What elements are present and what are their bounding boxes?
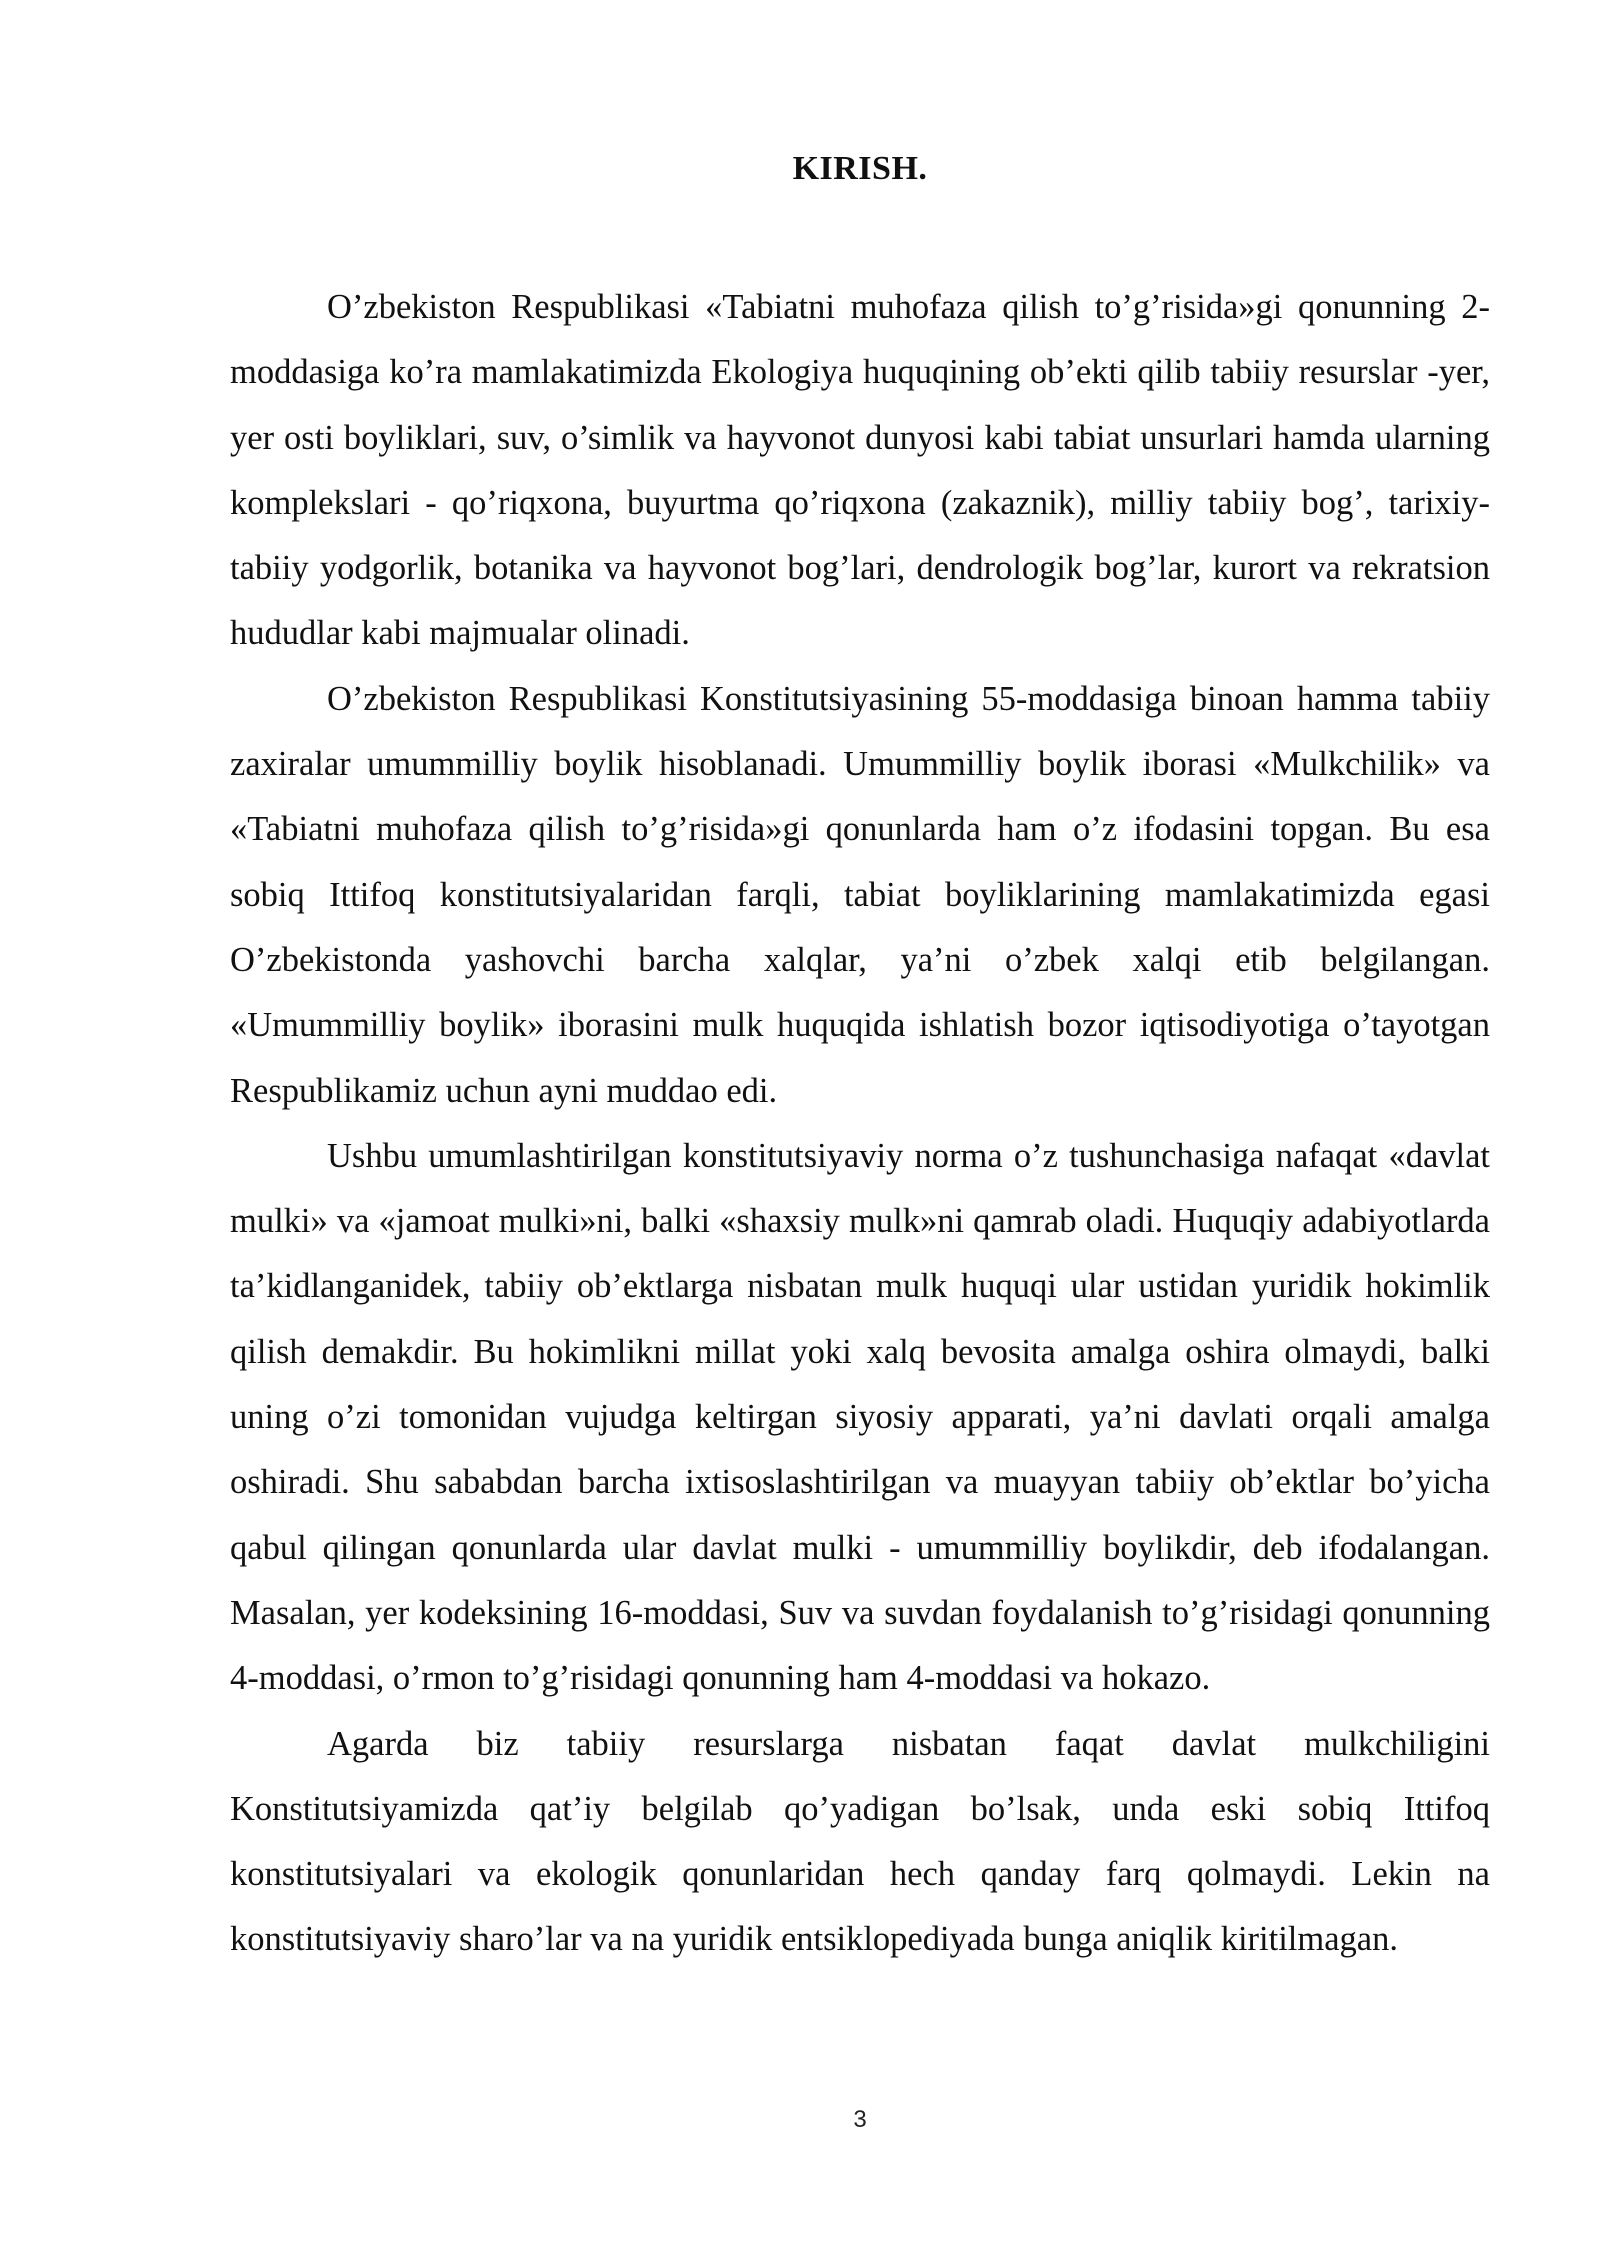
paragraph-2: O’zbekiston Respublikasi Konstitutsiyasining 55-moddasiga binoan hamma tabiiy zaxiralar umummilliy boylik hisoblanadi. Umummilliy boylik iborasi «Mulkchilik» va «Tabiatni muhofaza qilish to’g’risida»gi qonunlarda ham o’z ifodasini topgan. Bu esa sobiq Ittifoq konstitutsiyalaridan farqli, tabiat boyliklarining mamlakatimizda egasi O’zbekistonda yashovchi barcha xalqlar, ya’ni o’zbek xalqi etib belgilangan. «Umummilliy boylik» iborasini mulk huquqida ishlatish bozor iqtisodiyotiga o’tayotgan Respublikamiz uchun ayni muddao edi. (230, 679, 1490, 1110)
page-heading: KIRISH. (792, 150, 928, 187)
body-text (230, 275, 1490, 1973)
paragraph-1: O’zbekiston Respublikasi «Tabiatni muhofaza qilish to’g’risida»gi qonunning 2-moddasiga ko’ra mamlakatimizda Ekologiya huquqining ob’ekti qilib tabiiy resurslar -yer, yer osti boyliklari, suv, o’simlik va hayvonot dunyosi kabi tabiat unsurlari hamda ularning komplekslari - qo’riqxona, buyurtma qo’riqxona (zakaznik), milliy tabiiy bog’, tarixiy-tabiiy yodgorlik, botanika va hayvonot bog’lari, dendrologik bog’lar, kurort va rekratsion hududlar kabi majmualar olinadi. (230, 288, 1490, 653)
paragraph-4: Agarda biz tabiiy resurslarga nisbatan faqat davlat mulkchiligini Konstitutsiyamizda qat’iy belgilab qo’yadigan bo’lsak, unda eski sobiq Ittifoq konstitutsiyalari va ekologik qonunlaridan hech qanday farq qolmaydi. Lekin na konstitutsiyaviy sharo’lar va na yuridik entsiklopediyada bunga aniqlik kiritilmagan. (230, 1724, 1490, 1959)
paragraph-3: Ushbu umumlashtirilgan konstitutsiyaviy norma o’z tushunchasiga nafaqat «davlat mulki» va «jamoat mulki»ni, balki «shaxsiy mulk»ni qamrab oladi. Huquqiy adabiyotlarda ta’kidlanganidek, tabiiy ob’ektlarga nisbatan mulk huquqi ular ustidan yuridik hokimlik qilish demakdir. Bu hokimlikni millat yoki xalq bevosita amalga oshira olmaydi, balki uning o’zi tomonidan vujudga keltirgan siyosiy apparati, ya’ni davlati orqali amalga oshiradi. Shu sababdan barcha ixtisoslashtirilgan va muayyan tabiiy ob’ektlar bo’yicha qabul qilingan qonunlarda ular davlat mulki - umummilliy boylikdir, deb ifodalangan. Masalan, yer kodeksining 16-moddasi, Suv va suvdan foydalanish to’g’risidagi qonunning 4-moddasi, o’rmon to’g’risidagi qonunning ham 4-moddasi va hokazo. (230, 1136, 1490, 1698)
page-number: 3 (853, 2106, 867, 2133)
